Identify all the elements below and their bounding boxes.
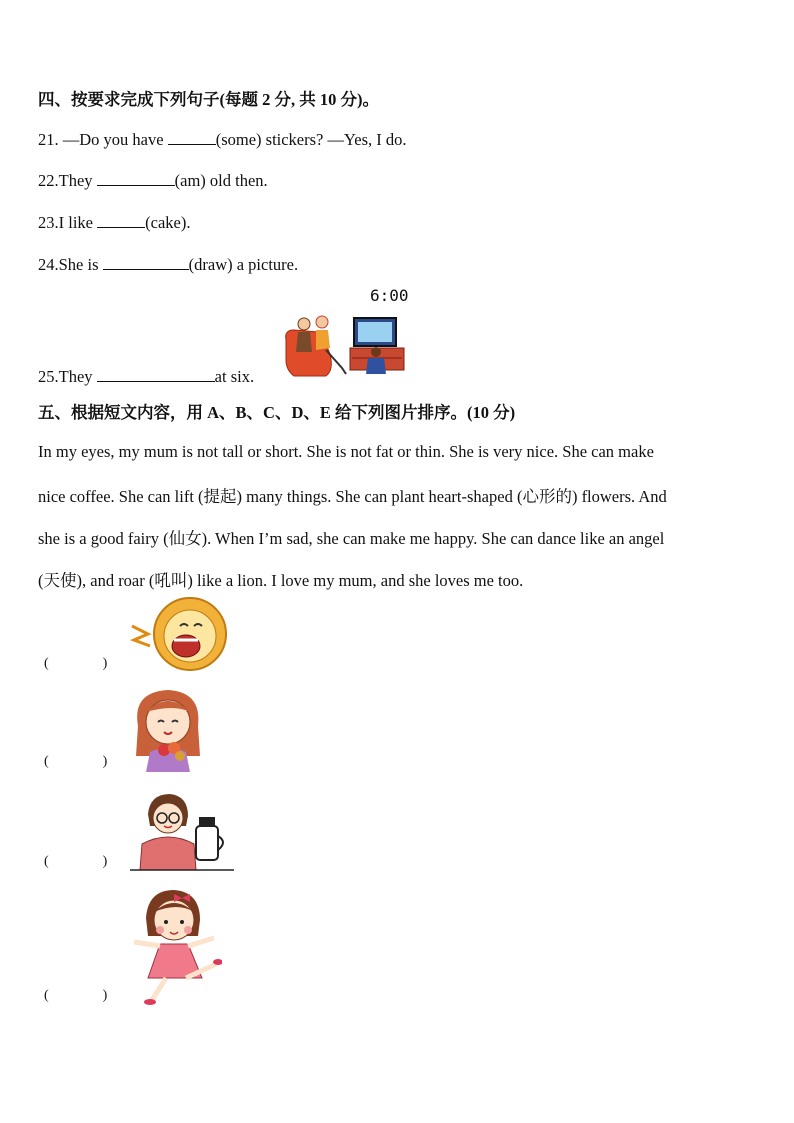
question-22 xyxy=(38,171,268,191)
answer-blank[interactable] xyxy=(97,367,215,382)
question-24 xyxy=(38,255,298,275)
answer-bracket[interactable]: ( ) xyxy=(44,656,108,671)
section-4-heading: 四、按要求完成下列句子(每题 2 分, 共 10 分)。 xyxy=(38,90,379,109)
question-text: —Do you have xyxy=(58,130,168,149)
question-23 xyxy=(38,213,190,233)
girl-dancing-image xyxy=(130,888,222,1006)
question-text: She is xyxy=(58,255,103,274)
girl-with-flowers-image xyxy=(130,686,206,772)
answer-bracket[interactable]: ( ) xyxy=(44,988,108,1003)
question-21 xyxy=(38,130,407,150)
question-hint: (draw) a picture. xyxy=(188,255,299,274)
question-number: 25. xyxy=(38,367,59,386)
question-text: They xyxy=(58,367,97,386)
section-5-heading: 五、根据短文内容，用 A、B、C、D、E 给下列图片排序。(10 分) xyxy=(38,403,516,422)
question-hint: (am) old then. xyxy=(174,171,268,190)
question-number: 23. xyxy=(38,213,59,232)
passage-line-4: (天使), and roar (吼叫) like a lion. I love my mum, and she loves me too. xyxy=(38,571,524,590)
passage-line-1: In my eyes, my mum is not tall or short. She is not fat or thin. She is very nice. She can make xyxy=(38,442,654,461)
passage-line-2: nice coffee. She can lift (提起) many things. She can plant heart-shaped (心形的) flowers. And xyxy=(38,487,667,506)
answer-bracket[interactable]: ( ) xyxy=(44,854,108,869)
answer-blank[interactable] xyxy=(103,255,189,270)
question-25 xyxy=(38,367,254,387)
passage-line-3: she is a good fairy (仙女). When I’m sad, she can make me happy. She can dance like an angel xyxy=(38,529,665,548)
lion-roaring-image xyxy=(128,596,232,674)
answer-blank[interactable] xyxy=(97,171,175,186)
question-hint: (cake). xyxy=(145,213,191,232)
clock-time: 6:00 xyxy=(370,286,409,305)
answer-bracket[interactable]: ( ) xyxy=(44,754,108,769)
question-hint: (some) stickers? —Yes, I do. xyxy=(215,130,407,149)
woman-making-coffee-image xyxy=(130,792,234,874)
question-number: 22. xyxy=(38,171,59,190)
answer-blank[interactable] xyxy=(168,130,216,145)
question-text: I like xyxy=(58,213,98,232)
question-hint: at six. xyxy=(214,367,255,386)
answer-blank[interactable] xyxy=(97,213,145,228)
family-watching-tv-image xyxy=(282,310,408,380)
question-number: 24. xyxy=(38,255,59,274)
question-number: 21. xyxy=(38,130,59,149)
question-text: They xyxy=(58,171,97,190)
